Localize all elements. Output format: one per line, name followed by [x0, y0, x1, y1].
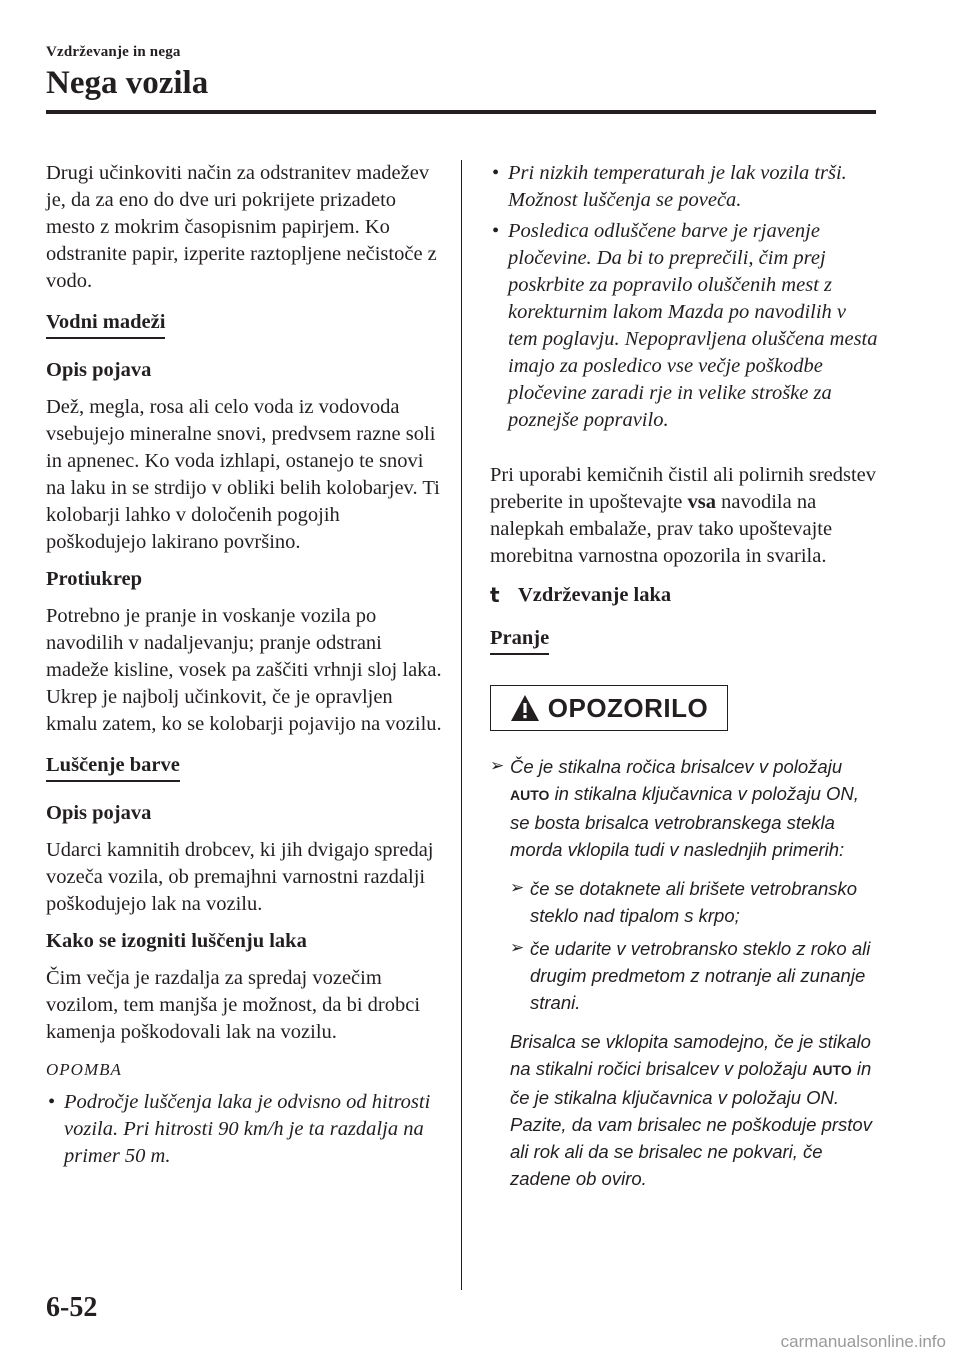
chemicals-text-a: Pri uporabi kemičnih čistil ali polirnih sredstev preberite in upoštevajte	[490, 464, 877, 513]
chipping-desc-paragraph: Udarci kamnitih drobcev, ki jih dvigajo spredaj vozeča vozila, ob premajhni varnostni razdalji poškodujejo lak na vozilu.	[46, 839, 434, 915]
warning-para-text-a: Brisalca se vklopita samodejno, če je stikalo na stikalni ročici brisalcev v položaju	[510, 1031, 871, 1079]
warning-subitem-text: če udarite v vetrobransko steklo z roko ali drugim predmetom z notranje ali zunanje strani.	[530, 938, 871, 1013]
water-desc-heading: Opis pojava	[46, 359, 152, 381]
washing-heading: Pranje	[490, 625, 549, 655]
warning-subitem	[510, 935, 878, 1016]
watermark: carmanualsonline.info	[780, 1332, 946, 1351]
chipping-desc-heading: Opis pojava	[46, 802, 152, 824]
note-bullet-text: Posledica odluščene barve je rjavenje pločevine. Da bi to preprečili, čim prej poskrbite za popravilo oluščenih mest z korekturnim lakom Mazda po navodilih v tem poglavju. Nepopravljena oluščena mesta imajo za posledico vse večje poškodbe pločevine zaradi rje in velike stroške za poznejše popravilo.	[508, 220, 878, 431]
header-rule	[46, 110, 876, 114]
right-column	[490, 160, 878, 1192]
paint-maintenance-heading	[490, 582, 878, 609]
bullet-dot-icon: •	[492, 220, 500, 242]
paint-maintenance-title: Vzdrževanje laka	[518, 584, 672, 606]
warning-triangle-icon	[510, 694, 540, 722]
page-number: 6-52	[46, 1292, 98, 1323]
water-spots-heading: Vodni madeži	[46, 309, 165, 339]
left-column	[46, 160, 444, 1174]
note-bullet	[46, 1089, 444, 1170]
warning-content	[490, 753, 878, 1192]
chapter-title: Nega vozila	[46, 65, 209, 101]
arrow-right-icon: ➢	[490, 756, 505, 776]
chemicals-text-b: navodila na nalepkah embalaže, prav tako upoštevajte morebitna varnostna opozorila in svarila.	[490, 491, 833, 567]
intro-paragraph: Drugi učinkoviti način za odstranitev madežev je, da za eno do dve uri pokrijete prizadeto mesto z mokrim časopisnim papirjem. Ko odstranite papir, izperite raztopljene nečistoče z vodo.	[46, 162, 437, 292]
bullet-dot-icon: •	[492, 162, 500, 184]
chemicals-paragraph	[490, 462, 878, 570]
section-label: Vzdrževanje in nega	[46, 44, 181, 60]
bullet-dot-icon: •	[48, 1091, 56, 1113]
chipping-avoid-paragraph: Čim večja je razdalja za spredaj vozečim vozilom, tem manjša je možnost, da bi drobci kamenja poškodovali lak na vozilu.	[46, 967, 421, 1043]
warning-subitem	[510, 875, 878, 929]
warning-item	[490, 753, 878, 1016]
chipping-heading: Luščenje barve	[46, 752, 180, 782]
warning-para-text-b: in če je stikalna ključavnica v položaju ON. Pazite, da vam brisalec ne poškoduje prstov ali rok ali da se brisalec ne pokvari, če zadene ob oviro.	[510, 1058, 872, 1189]
page-header	[46, 44, 876, 101]
auto-symbol-icon: AUTO	[510, 787, 550, 803]
water-counter-paragraph: Potrebno je pranje in voskanje vozila po navodilih v nadaljevanju; pranje odstrani madeže kisline, vosek pa zaščiti vrhnji sloj laka. Ukrep je najbolj učinkovit, če je opravljen kmalu zatem, ko se kolobarji pojavijo na vozilu.	[46, 605, 442, 735]
warning-label: OPOZORILO	[547, 692, 709, 723]
note-bullet	[490, 218, 878, 434]
warning-paragraph	[490, 1028, 878, 1192]
auto-symbol-icon: AUTO	[812, 1062, 852, 1078]
warning-box	[490, 685, 728, 731]
chemicals-bold-word: vsa	[687, 491, 717, 513]
warning-item-text-b: in stikalna ključavnica v položaju ON, se bosta brisalca vetrobranskega stekla morda vklopila tudi v naslednjih primerih:	[510, 783, 859, 860]
note-bullet-text: Pri nizkih temperaturah je lak vozila trši. Možnost luščenja se poveča.	[508, 162, 847, 211]
note-bullet-text: Področje luščenja laka je odvisno od hitrosti vozila. Pri hitrosti 90 km/h je ta razdalja na primer 50 m.	[64, 1091, 431, 1167]
water-counter-heading: Protiukrep	[46, 568, 143, 590]
arrow-right-icon: ➢	[510, 878, 525, 898]
note-label: OPOMBA	[46, 1060, 122, 1079]
note-bullet	[490, 160, 878, 214]
warning-subitem-text: če se dotaknete ali brišete vetrobransko steklo nad tipalom s krpo;	[530, 878, 858, 926]
water-desc-paragraph: Dež, megla, rosa ali celo voda iz vodovoda vsebujejo mineralne snovi, predvsem razne soli in apnenec. Ko voda izhlapi, ostanejo te snovi na laku in se strdijo v obliki belih kolobarjev. Ti kolobarji lahko v določenih pogojih poškodujejo lakirano površino.	[46, 396, 440, 553]
chipping-avoid-heading: Kako se izogniti luščenju laka	[46, 930, 307, 952]
warning-item-text-a: Če je stikalna ročica brisalcev v položaju	[510, 756, 843, 777]
arrow-right-icon: ➢	[510, 938, 525, 958]
warning-sublist	[510, 875, 878, 1016]
section-mark-icon: t	[490, 583, 500, 607]
column-divider	[461, 160, 462, 1290]
